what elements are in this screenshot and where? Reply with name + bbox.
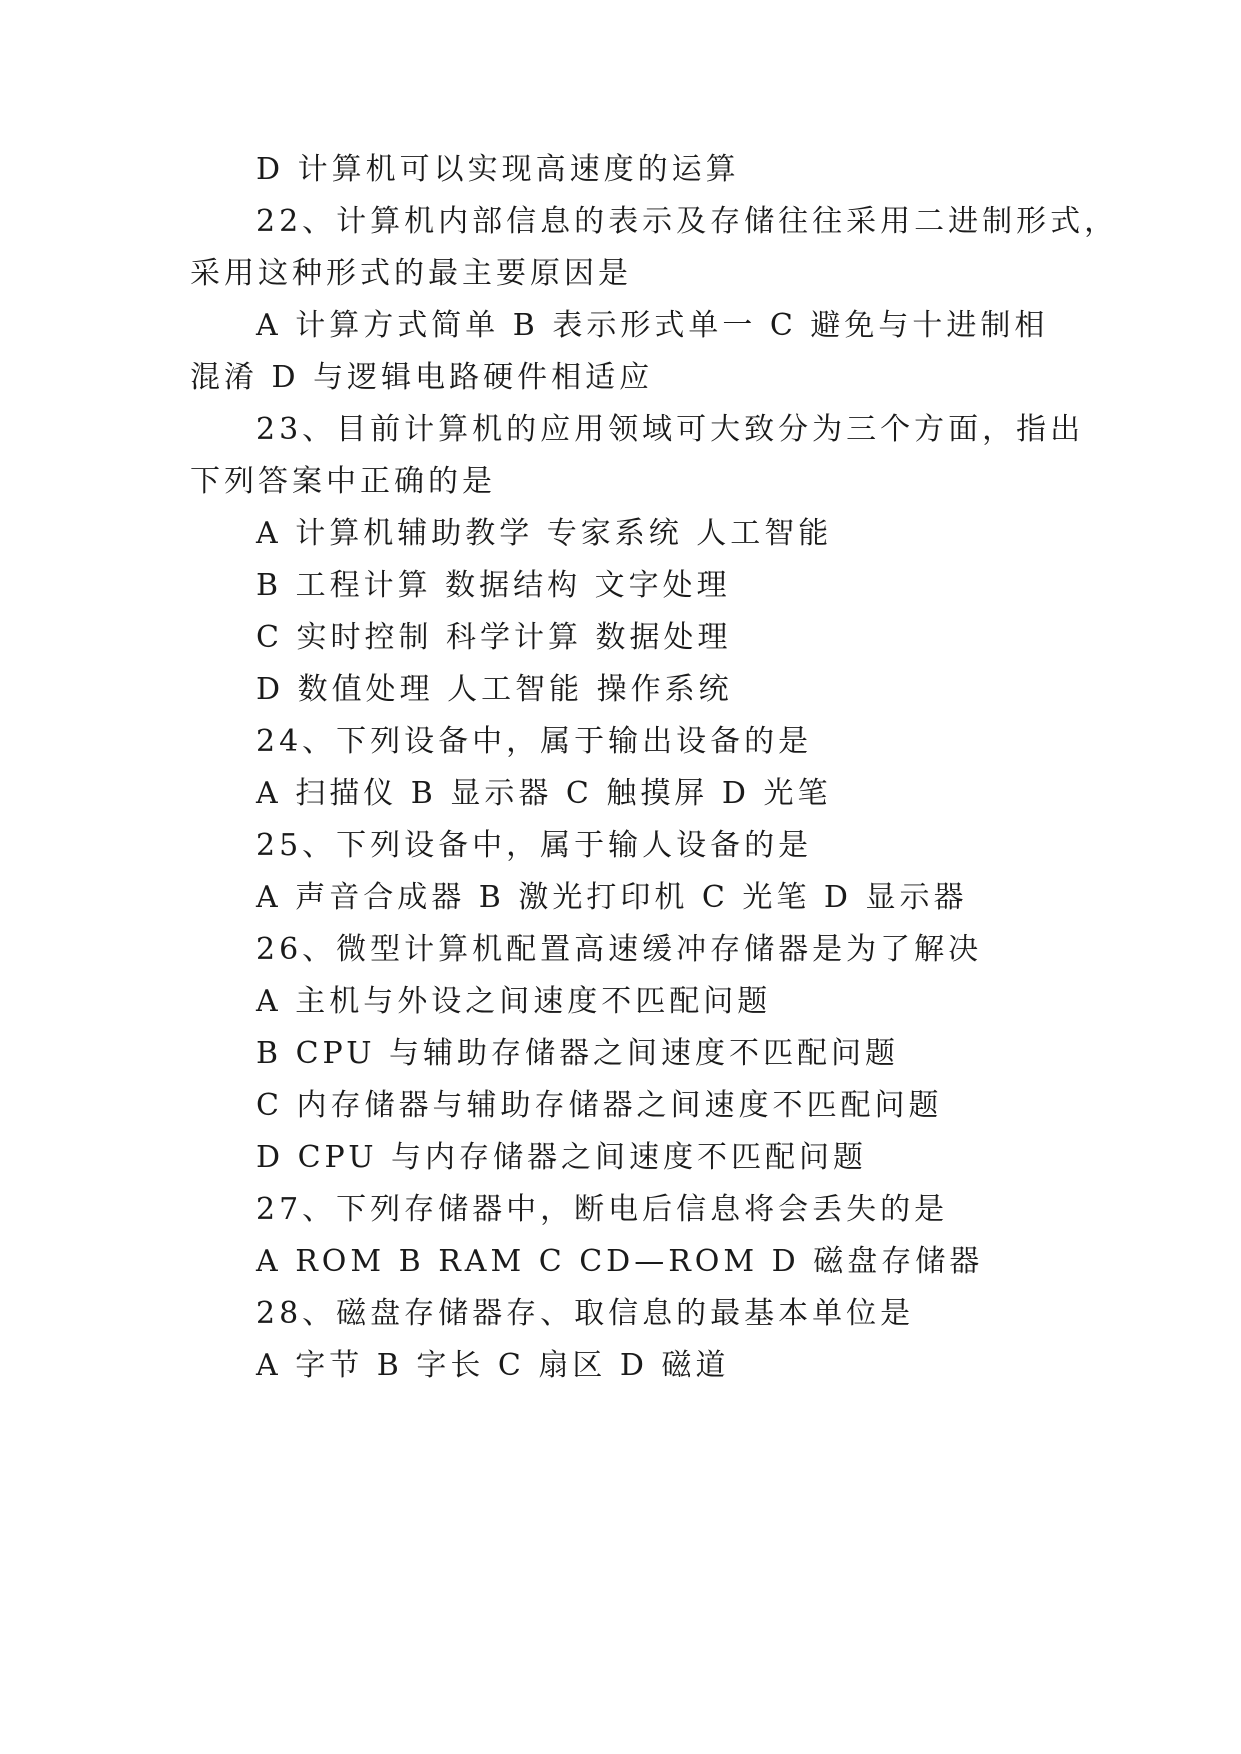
option-line: D 计算机可以实现高速度的运算 <box>256 152 740 187</box>
option-line: A 声音合成器 B 激光打印机 C 光笔 D 显示器 <box>256 880 968 915</box>
option-line: B 工程计算 数据结构 文字处理 <box>256 568 731 603</box>
option-line: A 计算方式简单 B 表示形式单一 C 避免与十进制相 <box>256 308 1049 343</box>
option-line: D 数值处理 人工智能 操作系统 <box>256 672 733 707</box>
question-line: 27、下列存储器中，断电后信息将会丢失的是 <box>256 1192 949 1227</box>
option-line: A 字节 B 字长 C 扇区 D 磁道 <box>256 1348 730 1383</box>
question-continuation: 采用这种形式的最主要原因是 <box>190 256 632 291</box>
question-continuation: 下列答案中正确的是 <box>190 464 496 499</box>
question-line: 25、下列设备中，属于输人设备的是 <box>256 828 813 863</box>
question-line: 28、磁盘存储器存、取信息的最基本单位是 <box>256 1296 915 1331</box>
option-line: A ROM B RAM C CD—ROM D 磁盘存储器 <box>256 1244 984 1279</box>
option-line: A 主机与外设之间速度不匹配问题 <box>256 984 772 1019</box>
option-line: B CPU 与辅助存储器之间速度不匹配问题 <box>256 1036 900 1071</box>
question-line: 24、下列设备中，属于输出设备的是 <box>256 724 813 759</box>
option-line: A 扫描仪 B 显示器 C 触摸屏 D 光笔 <box>256 776 832 811</box>
option-line: D CPU 与内存储器之间速度不匹配问题 <box>256 1140 868 1175</box>
question-line: 22、计算机内部信息的表示及存储往往采用二进制形式， <box>256 204 1119 239</box>
option-continuation: 混淆 D 与逻辑电路硬件相适应 <box>190 360 654 395</box>
question-line: 23、目前计算机的应用领域可大致分为三个方面，指出 <box>256 412 1085 447</box>
question-line: 26、微型计算机配置高速缓冲存储器是为了解决 <box>256 932 983 967</box>
option-line: C 内存储器与辅助存储器之间速度不匹配问题 <box>256 1088 943 1123</box>
option-line: A 计算机辅助教学 专家系统 人工智能 <box>256 516 833 551</box>
option-line: C 实时控制 科学计算 数据处理 <box>256 620 732 655</box>
